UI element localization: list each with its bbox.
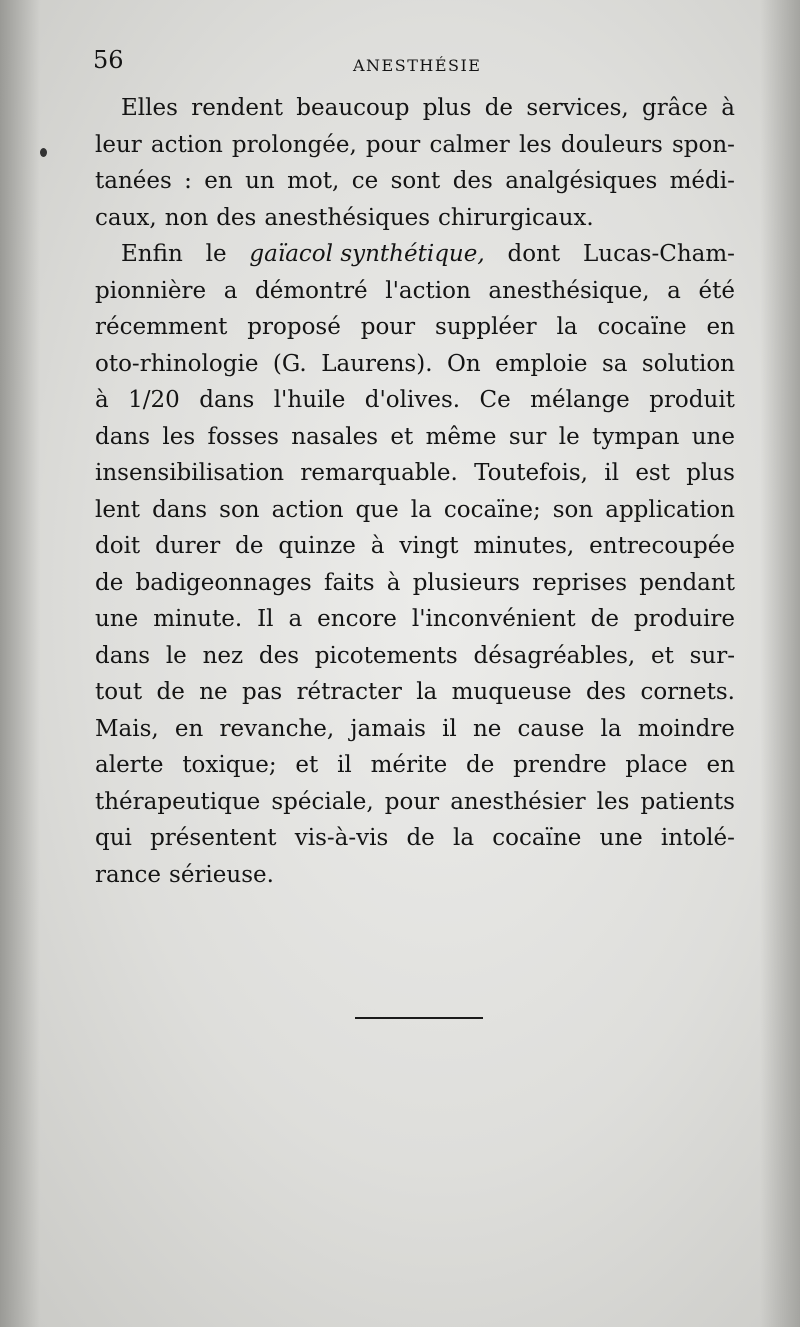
word: la bbox=[416, 679, 438, 705]
word: pionnière bbox=[95, 277, 207, 304]
word: gaïacol synthétique, bbox=[249, 241, 485, 267]
word: sur- bbox=[689, 642, 735, 669]
word: est bbox=[635, 460, 670, 486]
word: action bbox=[271, 496, 344, 523]
text-line bbox=[95, 200, 735, 237]
word: en bbox=[174, 715, 204, 742]
word: solution bbox=[641, 350, 735, 377]
word: d'olives. bbox=[364, 387, 461, 413]
word: Laurens). bbox=[321, 350, 433, 377]
word: spéciale, bbox=[271, 788, 374, 815]
word: insensibilisation bbox=[95, 460, 285, 486]
text-line bbox=[95, 163, 735, 200]
word: Enfin bbox=[121, 241, 183, 267]
word: revanche, bbox=[219, 715, 335, 742]
word: produit bbox=[649, 387, 735, 413]
word: cocaïne bbox=[597, 314, 687, 340]
word: minute. bbox=[153, 606, 243, 632]
word: (G. bbox=[272, 350, 307, 377]
text-line bbox=[95, 309, 735, 346]
word: prolongée, bbox=[231, 131, 357, 158]
word: calmer bbox=[429, 131, 510, 158]
word: Lucas-Cham- bbox=[582, 241, 735, 267]
word: un bbox=[245, 168, 275, 194]
word: cocaïne; bbox=[443, 496, 541, 523]
word: les bbox=[596, 788, 630, 815]
word: Il bbox=[257, 606, 274, 632]
word: le bbox=[205, 241, 227, 267]
running-title: ANESTHÉSIE bbox=[353, 56, 482, 75]
word: pendant bbox=[639, 569, 735, 596]
word: sérieuse. bbox=[169, 861, 274, 888]
word: Ce bbox=[479, 387, 511, 413]
word: pour bbox=[365, 131, 421, 158]
word: dans bbox=[152, 496, 208, 523]
word: à bbox=[721, 95, 735, 121]
word: suppléer bbox=[435, 314, 537, 340]
word: de bbox=[156, 679, 185, 705]
text-line bbox=[95, 784, 735, 821]
word: plusieurs bbox=[412, 569, 520, 596]
word: toxique; bbox=[182, 752, 277, 778]
word: rance bbox=[95, 861, 162, 888]
word: il bbox=[442, 715, 457, 742]
word: de bbox=[484, 95, 514, 121]
word: et bbox=[295, 752, 319, 778]
word: des bbox=[452, 168, 493, 194]
word: Mais, bbox=[95, 715, 159, 742]
word: à bbox=[370, 533, 385, 559]
word: prendre bbox=[513, 752, 607, 778]
word: de bbox=[590, 606, 619, 632]
text-line bbox=[95, 90, 735, 127]
word: picotements bbox=[314, 642, 458, 669]
word: et bbox=[650, 642, 674, 669]
word: rendent bbox=[191, 95, 284, 121]
word: une bbox=[691, 423, 735, 450]
word: dans bbox=[95, 423, 151, 450]
word: mérite bbox=[370, 752, 448, 778]
word: lent bbox=[95, 496, 141, 523]
word: nasales bbox=[291, 423, 379, 450]
word: non bbox=[164, 204, 209, 231]
word: rétracter bbox=[296, 679, 402, 705]
word: a bbox=[288, 606, 303, 632]
word: tout bbox=[95, 679, 143, 705]
word: pour bbox=[384, 788, 440, 815]
word: des bbox=[216, 204, 257, 231]
text-line bbox=[95, 565, 735, 602]
word: On bbox=[447, 350, 481, 377]
word: action bbox=[150, 131, 223, 158]
word: 1/20 bbox=[128, 387, 180, 413]
word: thérapeutique bbox=[95, 788, 261, 815]
word: il bbox=[337, 752, 352, 778]
text-line bbox=[95, 528, 735, 565]
word: vingt bbox=[399, 533, 459, 559]
word: cause bbox=[517, 715, 585, 742]
word: plus bbox=[686, 460, 735, 486]
word: badigeonnages bbox=[135, 569, 312, 596]
body-text bbox=[95, 90, 735, 893]
word: son bbox=[219, 496, 260, 523]
text-line bbox=[95, 236, 735, 273]
word: des bbox=[585, 679, 627, 705]
word: la bbox=[600, 715, 622, 742]
word: que bbox=[355, 496, 399, 523]
word: en bbox=[706, 314, 735, 340]
word: sa bbox=[601, 350, 628, 377]
text-line bbox=[95, 455, 735, 492]
text-line bbox=[95, 273, 735, 310]
word: les bbox=[162, 423, 196, 450]
word: mot, bbox=[287, 168, 340, 194]
word: caux, bbox=[95, 204, 157, 231]
word: tanées bbox=[95, 168, 172, 194]
word: fosses bbox=[207, 423, 279, 450]
word: faits bbox=[323, 569, 375, 596]
text-line bbox=[95, 492, 735, 529]
word: en bbox=[706, 752, 735, 778]
word: patients bbox=[640, 788, 735, 815]
word: pas bbox=[241, 679, 283, 705]
text-line bbox=[95, 674, 735, 711]
word: sur bbox=[508, 423, 547, 450]
page-edge-shadow bbox=[760, 0, 800, 1327]
word: les bbox=[518, 131, 552, 158]
word: spon- bbox=[671, 131, 735, 158]
word: à bbox=[95, 387, 109, 413]
word: alerte bbox=[95, 752, 164, 778]
word: nez bbox=[202, 642, 244, 669]
word: des bbox=[258, 642, 300, 669]
word: la bbox=[410, 496, 432, 523]
word: emploie bbox=[495, 350, 588, 377]
text-line bbox=[95, 346, 735, 383]
word: chirurgicaux. bbox=[438, 204, 594, 231]
word: entrecoupée bbox=[589, 533, 735, 559]
word: médi- bbox=[669, 168, 735, 194]
word: durer bbox=[155, 533, 221, 559]
word: produire bbox=[633, 606, 735, 632]
word: démontré bbox=[255, 277, 368, 304]
page-gutter-shadow bbox=[0, 0, 40, 1327]
word: muqueuse bbox=[451, 679, 572, 705]
word: plus bbox=[422, 95, 472, 121]
word: minutes, bbox=[473, 533, 575, 559]
word: ne bbox=[199, 679, 228, 705]
word: anesthésier bbox=[450, 788, 586, 815]
word: qui bbox=[95, 825, 132, 851]
word: la bbox=[556, 314, 578, 340]
word: désagréables, bbox=[473, 642, 636, 669]
word: Elles bbox=[121, 95, 178, 121]
word: moindre bbox=[637, 715, 735, 742]
word: il bbox=[604, 460, 620, 486]
text-line bbox=[95, 747, 735, 784]
word: quinze bbox=[278, 533, 356, 559]
word: dont bbox=[507, 241, 561, 267]
word: place bbox=[625, 752, 688, 778]
word: beaucoup bbox=[296, 95, 410, 121]
word: dans bbox=[199, 387, 255, 413]
text-line bbox=[95, 127, 735, 164]
page-number: 56 bbox=[93, 46, 124, 74]
word: a bbox=[667, 277, 681, 304]
word: récemment bbox=[95, 314, 228, 340]
word: la bbox=[452, 825, 475, 851]
word: son bbox=[552, 496, 594, 523]
word: de bbox=[235, 533, 264, 559]
word: anesthésiques bbox=[264, 204, 431, 231]
word: et bbox=[390, 423, 414, 450]
word: pour bbox=[360, 314, 416, 340]
word: l'huile bbox=[273, 387, 346, 413]
word: une bbox=[95, 606, 139, 632]
word: de bbox=[406, 825, 435, 851]
word: même bbox=[425, 423, 497, 450]
word: oto-rhinologie bbox=[95, 350, 259, 377]
text-line bbox=[95, 382, 735, 419]
word: présentent bbox=[150, 825, 277, 851]
word: analgésiques bbox=[505, 168, 658, 194]
word: remarquable. bbox=[300, 460, 458, 486]
word: tympan bbox=[592, 423, 680, 450]
word: à bbox=[386, 569, 401, 596]
word: vis-à-vis bbox=[294, 825, 389, 851]
word: jamais bbox=[350, 715, 426, 742]
word: l'action bbox=[385, 277, 471, 304]
word: application bbox=[605, 496, 735, 523]
ink-spot bbox=[40, 148, 47, 157]
word: de bbox=[465, 752, 495, 778]
text-line bbox=[95, 820, 735, 857]
section-divider bbox=[355, 1017, 483, 1019]
word: été bbox=[698, 277, 735, 304]
word: en bbox=[204, 168, 233, 194]
text-line bbox=[95, 419, 735, 456]
text-line bbox=[95, 601, 735, 638]
word: de bbox=[95, 569, 124, 596]
word: cocaïne bbox=[492, 825, 582, 851]
word: grâce bbox=[641, 95, 708, 121]
word: l'inconvénient bbox=[411, 606, 576, 632]
word: le bbox=[165, 642, 187, 669]
word: Toutefois, bbox=[474, 460, 588, 486]
word: leur bbox=[95, 131, 142, 158]
page-header bbox=[93, 46, 740, 76]
word: mélange bbox=[530, 387, 630, 413]
text-line bbox=[95, 711, 735, 748]
text-line bbox=[95, 638, 735, 675]
word: doit bbox=[95, 533, 141, 559]
word: services, bbox=[526, 95, 629, 121]
word: anesthésique, bbox=[488, 277, 650, 304]
word: a bbox=[223, 277, 238, 304]
word: cornets. bbox=[640, 679, 735, 705]
word: une bbox=[599, 825, 643, 851]
word: intolé- bbox=[660, 825, 735, 851]
word: proposé bbox=[247, 314, 341, 340]
word: douleurs bbox=[560, 131, 663, 158]
word: : bbox=[184, 168, 192, 194]
text-line bbox=[95, 857, 735, 894]
word: reprises bbox=[532, 569, 628, 596]
word: encore bbox=[317, 606, 397, 632]
word: dans bbox=[95, 642, 151, 669]
word: ce bbox=[351, 168, 379, 194]
word: le bbox=[558, 423, 580, 450]
word: ne bbox=[472, 715, 502, 742]
word: sont bbox=[390, 168, 441, 194]
